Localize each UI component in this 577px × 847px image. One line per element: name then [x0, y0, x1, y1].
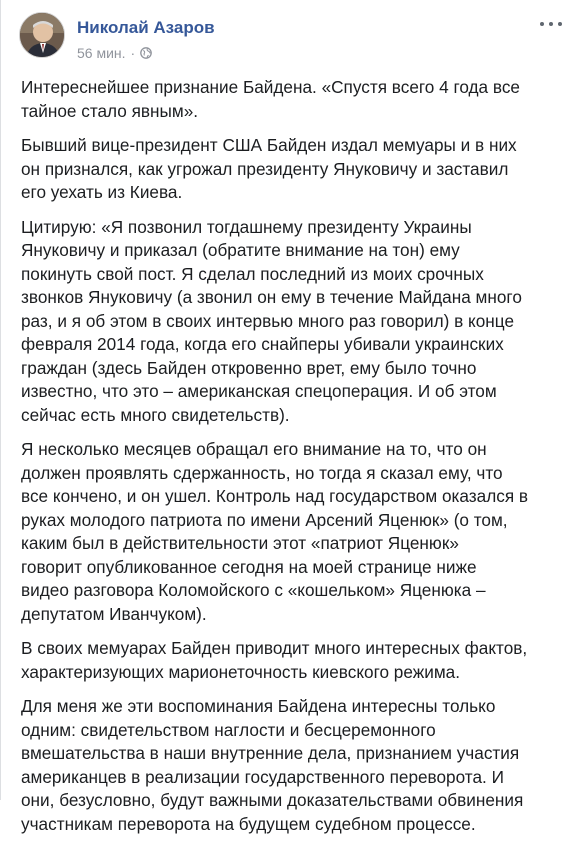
post-header — [1, 0, 577, 70]
post-paragraph: Бывший вице-президент США Байден издал мемуары и в них он признался, как угрожал президенту Януковичу и заставил его уехать из Киева. — [21, 135, 517, 202]
post-paragraph: Я несколько месяцев обращал его внимание на то, что он должен проявлять сдержанность, но тогда я сказал ему, что все кончено, и он ушел. Контроль над государством оказался в руках молодого патриота по имени Арсений Яценюк» (о том, каким был в действительности этот «патриот Яценюк» говорит опубликованное сегодня на моей странице ниже видео разговора Коломойского с «кошельком» Яценюка – депутатом Иванчуком). — [21, 439, 529, 624]
more-options-icon[interactable] — [540, 16, 562, 32]
post-body — [21, 76, 566, 847]
profile-photo — [20, 13, 65, 58]
post-paragraph: В своих мемуарах Байден приводит много интересных фактов, характеризующих марионеточность киевского режима. — [21, 638, 528, 682]
globe-icon[interactable] — [140, 47, 152, 59]
post-paragraph: Цитирую: «Я позвонил тогдашнему президенту Украины Януковичу и приказал (обратите внимание на тон) ему покинуть свой пост. Я сделал последний из моих срочных звонков Януковичу (а звонил он ему в течение Майдана много раз, и я об этом в своих интервью много раз говорил) в конце февраля 2014 года, когда его снайперы убивали украинских граждан (здесь Байден откровенно врет, ему было точно известно, что это – американская спецоперация. И об этом сейчас есть много свидетельств). — [21, 216, 522, 425]
meta-separator: · — [130, 45, 136, 61]
post-paragraph: Для меня же эти воспоминания Байдена интересны только одним: свидетельством наглости и бесцеремонного вмешательства в наши внутренние дела, признанием участия американцев в реализации государственного переворота. И они, безусловно, будут важными доказательствами обвинения участникам переворота на будущем судебном процессе. — [21, 696, 524, 834]
author-name[interactable]: Николай Азаров — [77, 18, 215, 37]
avatar[interactable] — [19, 12, 65, 58]
post-meta — [77, 45, 152, 61]
post-timestamp[interactable]: 56 мин. — [77, 45, 126, 61]
post-paragraph: Интереснейшее признание Байдена. «Спустя всего 4 года все тайное стало явным». — [21, 77, 520, 121]
